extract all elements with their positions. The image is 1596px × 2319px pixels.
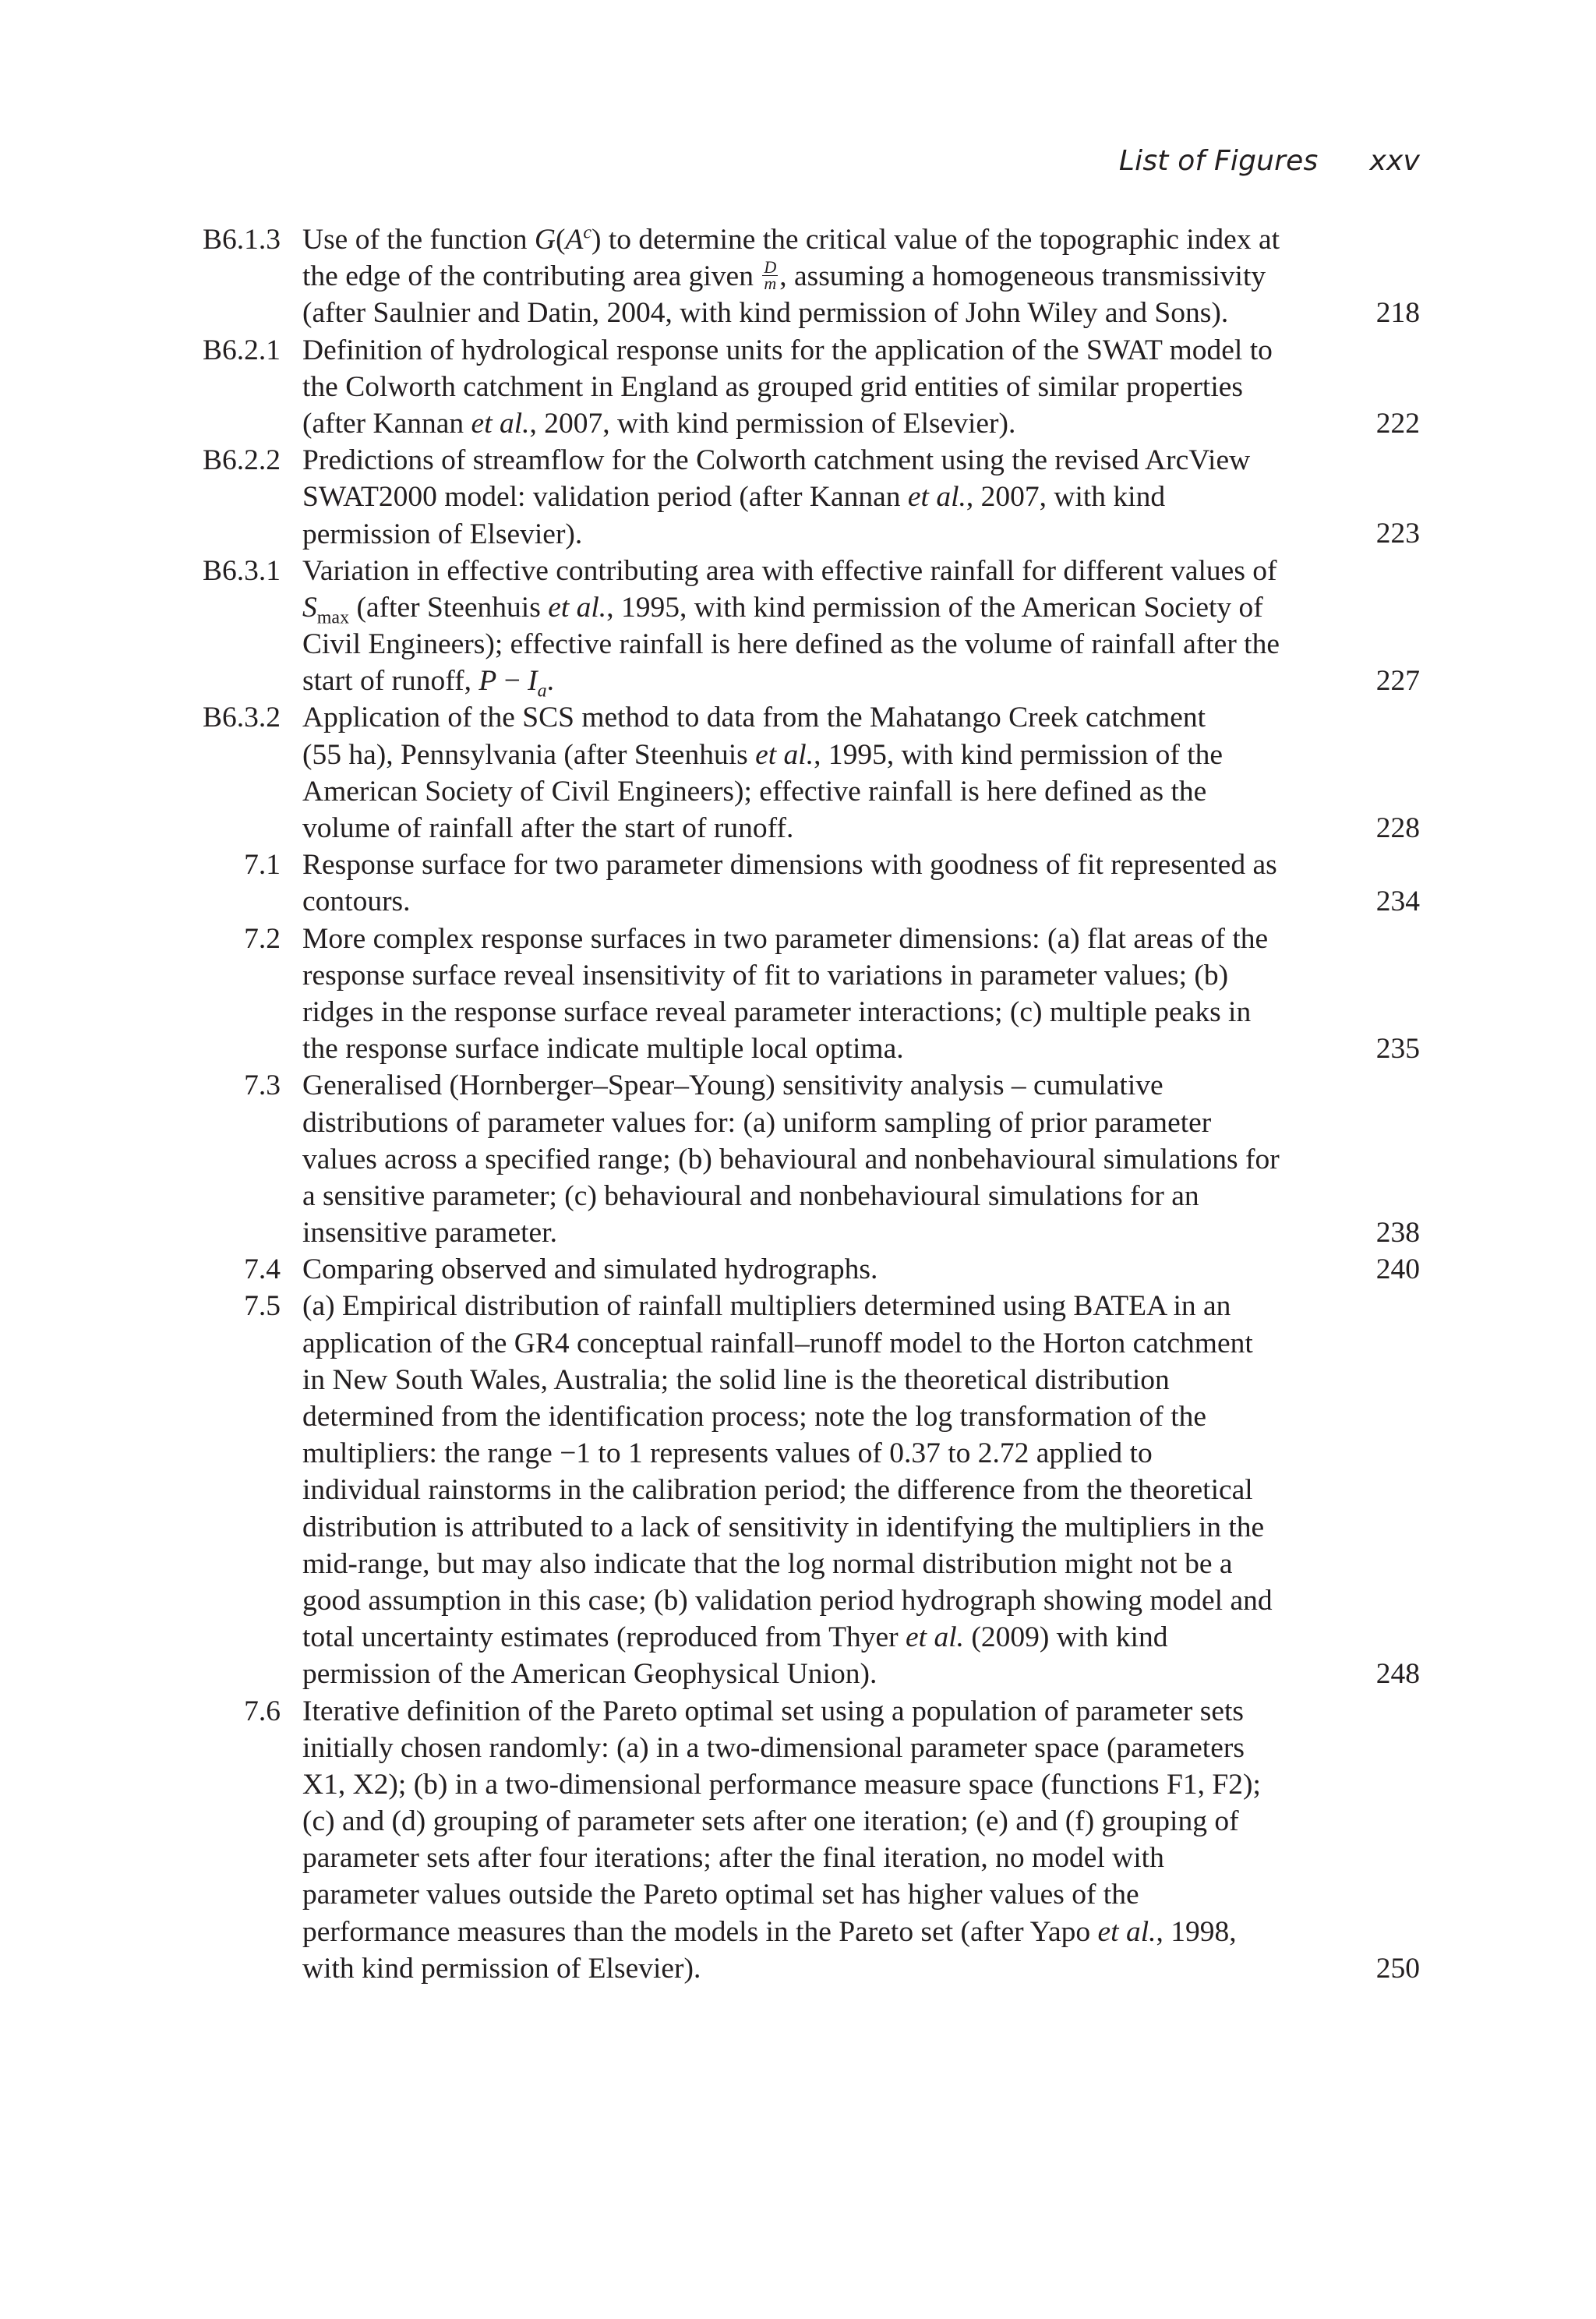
figure-entry xyxy=(0,1693,1596,1988)
figure-entry xyxy=(0,921,1596,1068)
figure-number: 7.3 xyxy=(244,1069,281,1102)
figure-number: 7.4 xyxy=(244,1253,281,1286)
caption-line: Application of the SCS method to data from the Mahatango Creek catchment xyxy=(302,702,1206,734)
page-number: 218 xyxy=(1375,297,1420,330)
page-number: 234 xyxy=(1375,886,1420,918)
page-number: 223 xyxy=(1375,518,1420,550)
caption-line: More complex response surfaces in two parameter dimensions: (a) flat areas of the xyxy=(302,922,1269,955)
caption-line: volume of rainfall after the start of runoff. xyxy=(302,812,794,844)
caption-line: values across a specified range; (b) behavioural and nonbehavioural simulations for xyxy=(302,1143,1280,1175)
figure-caption xyxy=(302,699,1315,847)
caption-line: with kind permission of Elsevier). xyxy=(302,1952,701,1985)
figure-list xyxy=(0,221,1596,1987)
caption-line: ridges in the response surface reveal parameter interactions; (c) multiple peaks in xyxy=(302,995,1252,1028)
caption-line: parameter values outside the Pareto optimal set has higher values of the xyxy=(302,1879,1139,1911)
caption-line: permission of the American Geophysical Union). xyxy=(302,1658,877,1691)
caption-line: (a) Empirical distribution of rainfall multipliers determined using BATEA in an xyxy=(302,1290,1231,1323)
figure-entry xyxy=(0,221,1596,332)
caption-line: start of runoff, $P - I_a$. xyxy=(302,665,555,702)
figure-caption xyxy=(302,1288,1315,1692)
caption-line: SWAT2000 model: validation period (after Kannan et al., 2007, with kind xyxy=(302,481,1166,514)
caption-line: the response surface indicate multiple local optima. xyxy=(302,1033,904,1066)
caption-line: response surface reveal insensitivity of fit to variations in parameter values; (b) xyxy=(302,959,1229,992)
figure-caption xyxy=(302,442,1315,553)
caption-line: X1, X2); (b) in a two-dimensional performance measure space (functions F1, F2); xyxy=(302,1768,1261,1801)
caption-line: determined from the identification process; note the log transformation of the xyxy=(302,1401,1207,1433)
page-number: 235 xyxy=(1375,1033,1420,1066)
figure-number: B6.3.2 xyxy=(202,702,281,734)
caption-line: Iterative definition of the Pareto optimal set using a population of parameter sets xyxy=(302,1695,1244,1727)
caption-line: American Society of Civil Engineers); effective rainfall is here defined as the xyxy=(302,775,1207,808)
figure-number: B6.3.1 xyxy=(202,554,281,587)
figure-entry xyxy=(0,332,1596,443)
figure-caption xyxy=(302,221,1315,332)
caption-line: initially chosen randomly: (a) in a two-dimensional parameter space (parameters xyxy=(302,1731,1245,1764)
figure-entry xyxy=(0,553,1596,700)
page-folio: xxv xyxy=(1369,145,1420,177)
figure-entry xyxy=(0,1251,1596,1288)
caption-line: permission of Elsevier). xyxy=(302,518,583,550)
caption-line: (c) and (d) grouping of parameter sets after one iteration; (e) and (f) grouping of xyxy=(302,1805,1239,1838)
caption-line: multipliers: the range −1 to 1 represents values of 0.37 to 2.72 applied to xyxy=(302,1437,1153,1470)
caption-line: a sensitive parameter; (c) behavioural and nonbehavioural simulations for an xyxy=(302,1179,1199,1212)
figure-entry xyxy=(0,1288,1596,1692)
caption-line: Predictions of streamflow for the Colworth catchment using the revised ArcView xyxy=(302,444,1251,477)
caption-line: (after Kannan et al., 2007, with kind permission of Elsevier). xyxy=(302,407,1016,440)
figure-number: B6.2.2 xyxy=(202,444,281,477)
figure-caption xyxy=(302,332,1315,443)
page-number: 227 xyxy=(1375,665,1420,698)
caption-line: contours. xyxy=(302,886,411,918)
figure-number: 7.2 xyxy=(244,922,281,955)
figure-caption xyxy=(302,1067,1315,1251)
caption-line: total uncertainty estimates (reproduced from Thyer et al. (2009) with kind xyxy=(302,1621,1168,1654)
caption-line: $S_{max}$ (after Steenhuis et al., 1995, with kind permission of the American Society of xyxy=(302,591,1263,628)
caption-line: Generalised (Hornberger–Spear–Young) sensitivity analysis – cumulative xyxy=(302,1069,1163,1102)
page-number: 228 xyxy=(1375,811,1420,844)
caption-line: insensitive parameter. xyxy=(302,1217,557,1250)
figure-entry xyxy=(0,699,1596,847)
caption-line: Response surface for two parameter dimensions with goodness of fit represented as xyxy=(302,849,1277,882)
figure-entry xyxy=(0,442,1596,553)
figure-number: B6.1.3 xyxy=(202,224,281,256)
page-number: 238 xyxy=(1375,1217,1420,1250)
figure-caption xyxy=(302,1251,1315,1288)
page-number: 222 xyxy=(1375,407,1420,440)
figure-caption xyxy=(302,847,1315,920)
caption-line: Use of the function $G(A^c)$ to determine the critical value of the topographic index at xyxy=(302,222,1280,256)
caption-line: mid-range, but may also indicate that the log normal distribution might not be a xyxy=(302,1547,1233,1580)
figure-number: 7.5 xyxy=(244,1290,281,1323)
caption-line: Civil Engineers); effective rainfall is here defined as the volume of rainfall after the xyxy=(302,628,1280,661)
caption-line: (after Saulnier and Datin, 2004, with kind permission of John Wiley and Sons). xyxy=(302,297,1229,330)
caption-line: good assumption in this case; (b) validation period hydrograph showing model and xyxy=(302,1584,1273,1617)
caption-line: Comparing observed and simulated hydrographs. xyxy=(302,1253,878,1286)
caption-line: performance measures than the models in the Pareto set (after Yapo et al., 1998, xyxy=(302,1915,1237,1948)
figure-number: B6.2.1 xyxy=(202,334,281,366)
caption-line: Variation in effective contributing area with effective rainfall for different values of xyxy=(302,554,1277,587)
caption-line: distribution is attributed to a lack of sensitivity in identifying the multipliers in the xyxy=(302,1511,1265,1543)
page-number: 240 xyxy=(1375,1253,1420,1286)
page-number: 248 xyxy=(1375,1658,1420,1691)
figure-caption xyxy=(302,1693,1315,1988)
page-number: 250 xyxy=(1375,1952,1420,1985)
section-title: List of Figures xyxy=(1118,145,1319,177)
caption-line: distributions of parameter values for: (a) uniform sampling of prior parameter xyxy=(302,1106,1212,1139)
figure-caption xyxy=(302,553,1315,700)
figure-number: 7.1 xyxy=(244,849,281,882)
running-head xyxy=(1119,145,1420,177)
caption-line: the edge of the contributing area given $\frac{D}{m}$ , assuming a homogeneous transmissivity xyxy=(302,257,1266,294)
caption-line: application of the GR4 conceptual rainfall–runoff model to the Horton catchment xyxy=(302,1327,1253,1359)
caption-line: Definition of hydrological response units for the application of the SWAT model to xyxy=(302,334,1273,366)
figure-entry xyxy=(0,1067,1596,1251)
caption-line: the Colworth catchment in England as grouped grid entities of similar properties xyxy=(302,370,1243,403)
caption-line: individual rainstorms in the calibration period; the difference from the theoretical xyxy=(302,1474,1253,1507)
caption-line: (55 ha), Pennsylvania (after Steenhuis et al., 1995, with kind permission of the xyxy=(302,738,1223,771)
caption-line: in New South Wales, Australia; the solid line is the theoretical distribution xyxy=(302,1363,1170,1396)
figure-number: 7.6 xyxy=(244,1695,281,1727)
figure-caption xyxy=(302,921,1315,1068)
caption-line: parameter sets after four iterations; after the final iteration, no model with xyxy=(302,1842,1164,1875)
figure-entry xyxy=(0,847,1596,920)
